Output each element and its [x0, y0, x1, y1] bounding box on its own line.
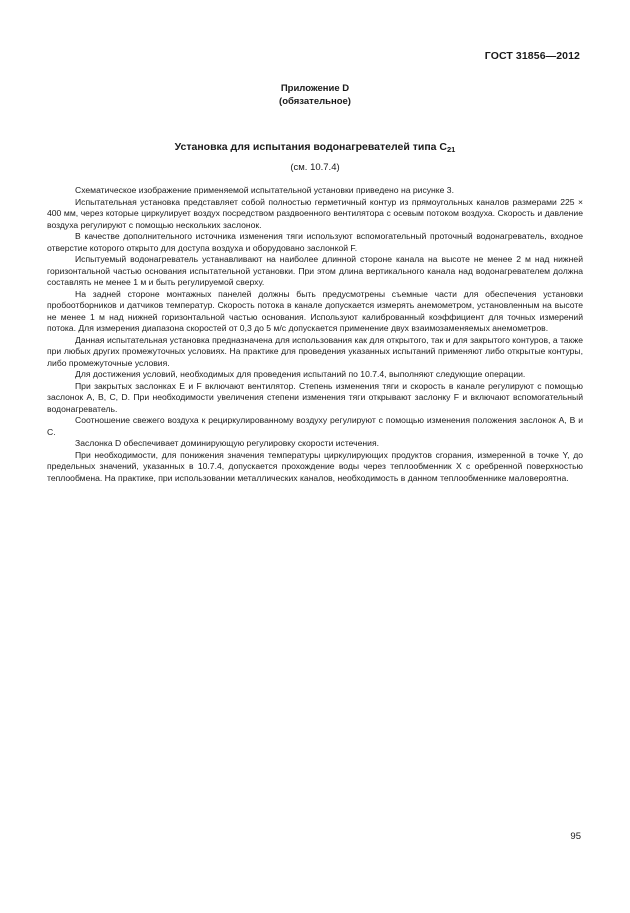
- page-number: 95: [570, 831, 581, 842]
- paragraph: Схематическое изображение применяемой испытательной установки приведено на рисунке 3.: [75, 185, 454, 195]
- paragraph: Соотношение свежего воздуха к рециркулированному воздуху регулируют с помощью изменения положения заслонок A, B и C.: [47, 415, 583, 437]
- paragraph: Для достижения условий, необходимых для проведения испытаний по 10.7.4, выполняют следующие операции.: [75, 369, 526, 379]
- section-title-text: Установка для испытания водонагревателей типа С: [174, 141, 447, 153]
- paragraph: Испытательная установка представляет собой полностью герметичный контур из прямоугольных каналов размерами 225 × 400 мм, через которые циркулирует воздух посредством раздвоенного вентилятора с осевым потоком воздуха. Скорость и давление воздуха регулируют с помощью нескольких заслонок.: [47, 196, 583, 230]
- paragraph: Заслонка D обеспечивает доминирующую регулировку скорости истечения.: [75, 438, 380, 448]
- section-reference: (см. 10.7.4): [290, 162, 340, 173]
- paragraph: При закрытых заслонках E и F включают вентилятор. Степень изменения тяги и скорость в канале регулируют с помощью заслонок A, B, C, D. При необходимости увеличения степени изменения тяги открывают заслонку F и включают вспомогательный водонагреватель.: [47, 380, 583, 414]
- body-text: [47, 185, 583, 484]
- annex-status: (обязательное): [279, 96, 351, 107]
- annex-title: Приложение D: [280, 83, 350, 94]
- paragraph: При необходимости, для понижения значения температуры циркулирующих продуктов сгорания, измеренной в точке Y, до предельных значений, указанных в 10.7.4, допускается прохождение воды через теплообменник X с оребренной поверхностью теплообмена. На практике, при использовании металлических каналов, необходимость в данном теплообменнике маловероятна.: [47, 449, 583, 483]
- section-title: [0, 141, 630, 154]
- paragraph: В качестве дополнительного источника изменения тяги используют вспомогательный проточный водонагреватель, входное отверстие которого открыто для доступа воздуха и оборудовано заслонкой F.: [47, 231, 583, 253]
- paragraph: Данная испытательная установка предназначена для использования как для открытого, так и для закрытого контуров, а также при любых других промежуточных условиях. На практике для проведения указанных испытаний применяют либо открытые контуры, либо промежуточные условия.: [47, 334, 583, 368]
- section-title-subscript: 21: [447, 145, 456, 154]
- paragraph: На задней стороне монтажных панелей должны быть предусмотрены съемные части для обеспечения установки пробоотборников и датчиков температур. Скорость потока в канале допускается измерять анемометром, установленным на высоте не менее 1 м над нижней горизонтальной частью основания. Используют калиброванный коэффициент для точных измерений потока. Для измерения диапазона скоростей от 0,3 до 5 м/с допускается применение двух взаимозаменяемых анемометров.: [47, 288, 583, 333]
- annex-heading: [0, 82, 630, 108]
- standard-code: ГОСТ 31856—2012: [484, 50, 580, 62]
- paragraph: Испытуемый водонагреватель устанавливают на наиболее длинной стороне канала на высоте не менее 2 м над нижней горизонтальной частью основания испытательной установки. При этом длина вертикального канала над водонагревателем должна составлять не менее 1 м и быть регулируемой сверху.: [47, 254, 583, 287]
